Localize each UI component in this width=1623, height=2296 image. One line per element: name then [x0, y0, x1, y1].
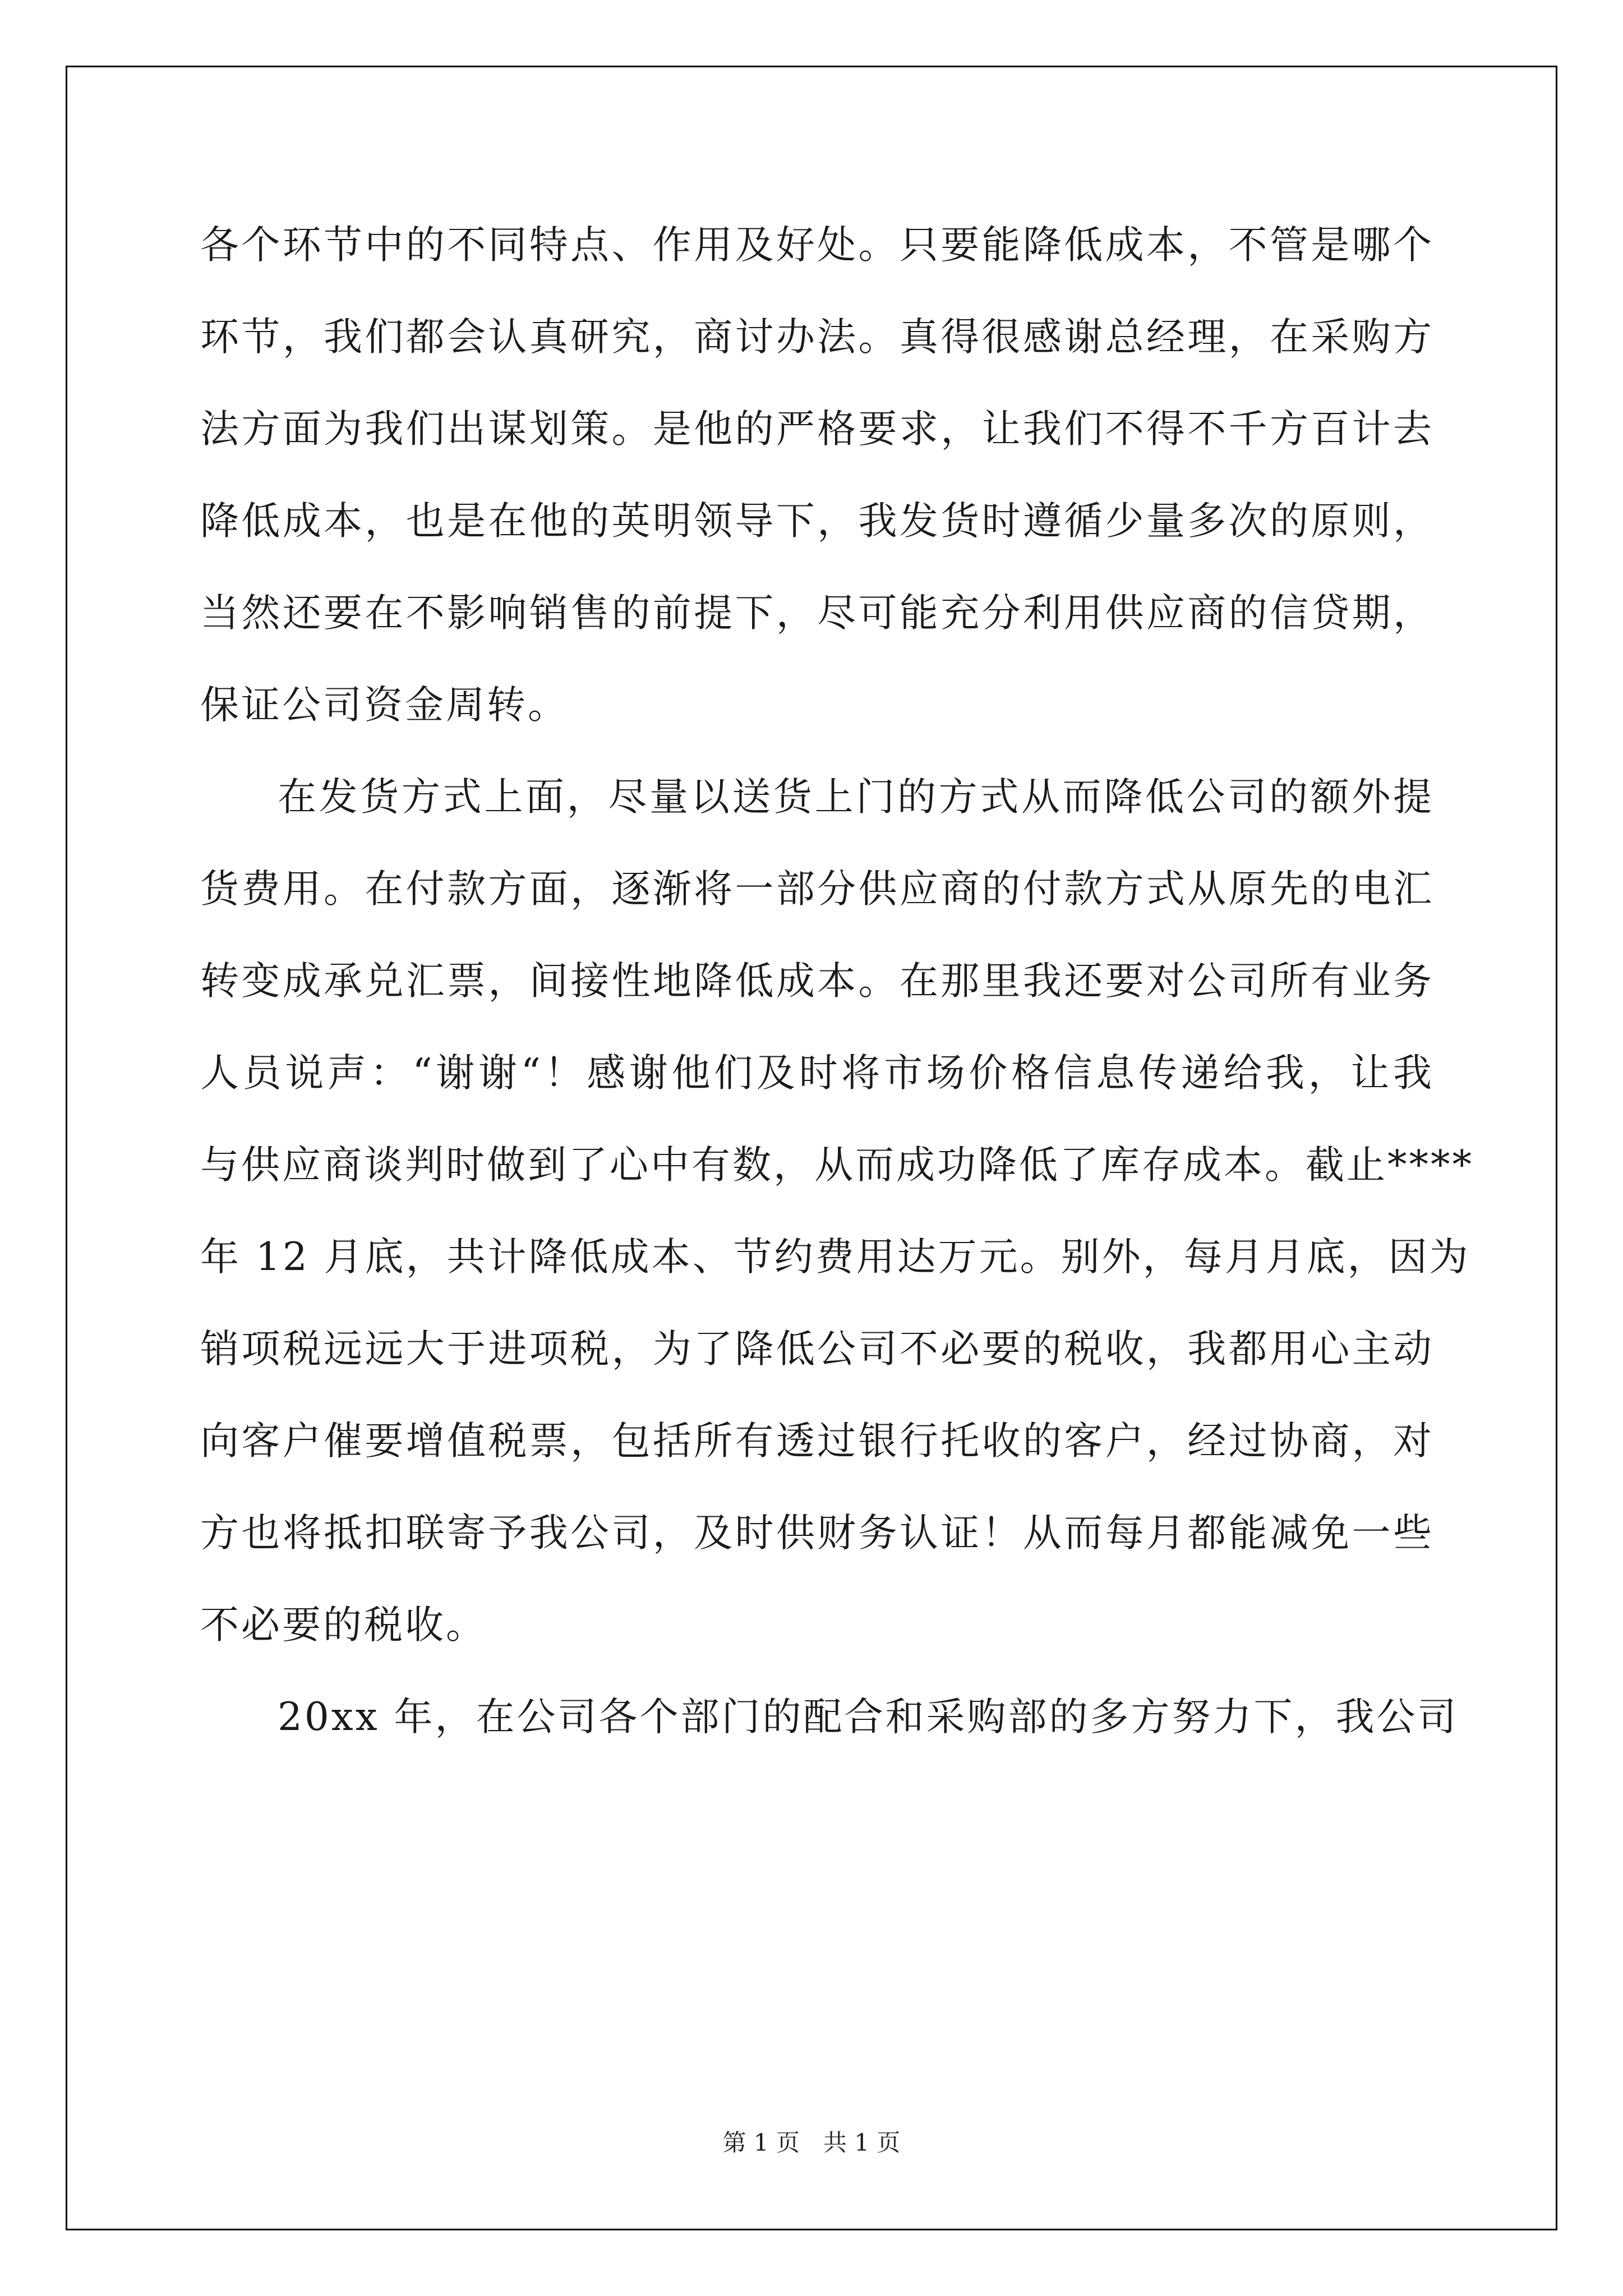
text-line: 法方面为我们出谋划策。是他的严格要求，让我们不得不千方百计去 — [200, 407, 1434, 452]
paragraph-start-line: 20xx 年，在公司各个部门的配合和采购部的多方努力下，我公司 — [278, 1695, 1459, 1740]
text-line: 环节，我们都会认真研究，商讨办法。真得很感谢总经理，在采购方 — [200, 315, 1434, 360]
text-line: 人员说声：“谢谢“！感谢他们及时将市场价格信息传递给我，让我 — [200, 1051, 1434, 1096]
document-body — [200, 199, 1474, 1763]
text-line: 货费用。在付款方面，逐渐将一部分供应商的付款方式从原先的电汇 — [200, 867, 1434, 912]
text-line: 与供应商谈判时做到了心中有数，从而成功降低了库存成本。截止**** — [200, 1143, 1474, 1188]
text-line: 保证公司资金周转。 — [200, 683, 569, 728]
text-line: 向客户催要增值税票，包括所有透过银行托收的客户，经过协商，对 — [200, 1419, 1434, 1464]
text-line: 降低成本，也是在他的英明领导下，我发货时遵循少量多次的原则， — [200, 499, 1434, 544]
text-line: 各个环节中的不同特点、作用及好处。只要能降低成本，不管是哪个 — [200, 223, 1434, 268]
text-line: 当然还要在不影响销售的前提下，尽可能充分利用供应商的信贷期， — [200, 591, 1434, 636]
text-line: 销项税远远大于进项税，为了降低公司不必要的税收，我都用心主动 — [200, 1327, 1434, 1372]
text-line: 方也将抵扣联寄予我公司，及时供财务认证！从而每月都能减免一些 — [200, 1511, 1434, 1556]
text-line: 转变成承兑汇票，间接性地降低成本。在那里我还要对公司所有业务 — [200, 959, 1434, 1004]
paragraph-start-line: 在发货方式上面，尽量以送货上门的方式从而降低公司的额外提 — [278, 775, 1434, 820]
page-footer: 第 1 页 共 1 页 — [722, 2129, 901, 2156]
text-line: 不必要的税收。 — [200, 1603, 487, 1648]
text-line: 年 12 月底，共计降低成本、节约费用达万元。别外，每月月底，因为 — [200, 1235, 1470, 1280]
